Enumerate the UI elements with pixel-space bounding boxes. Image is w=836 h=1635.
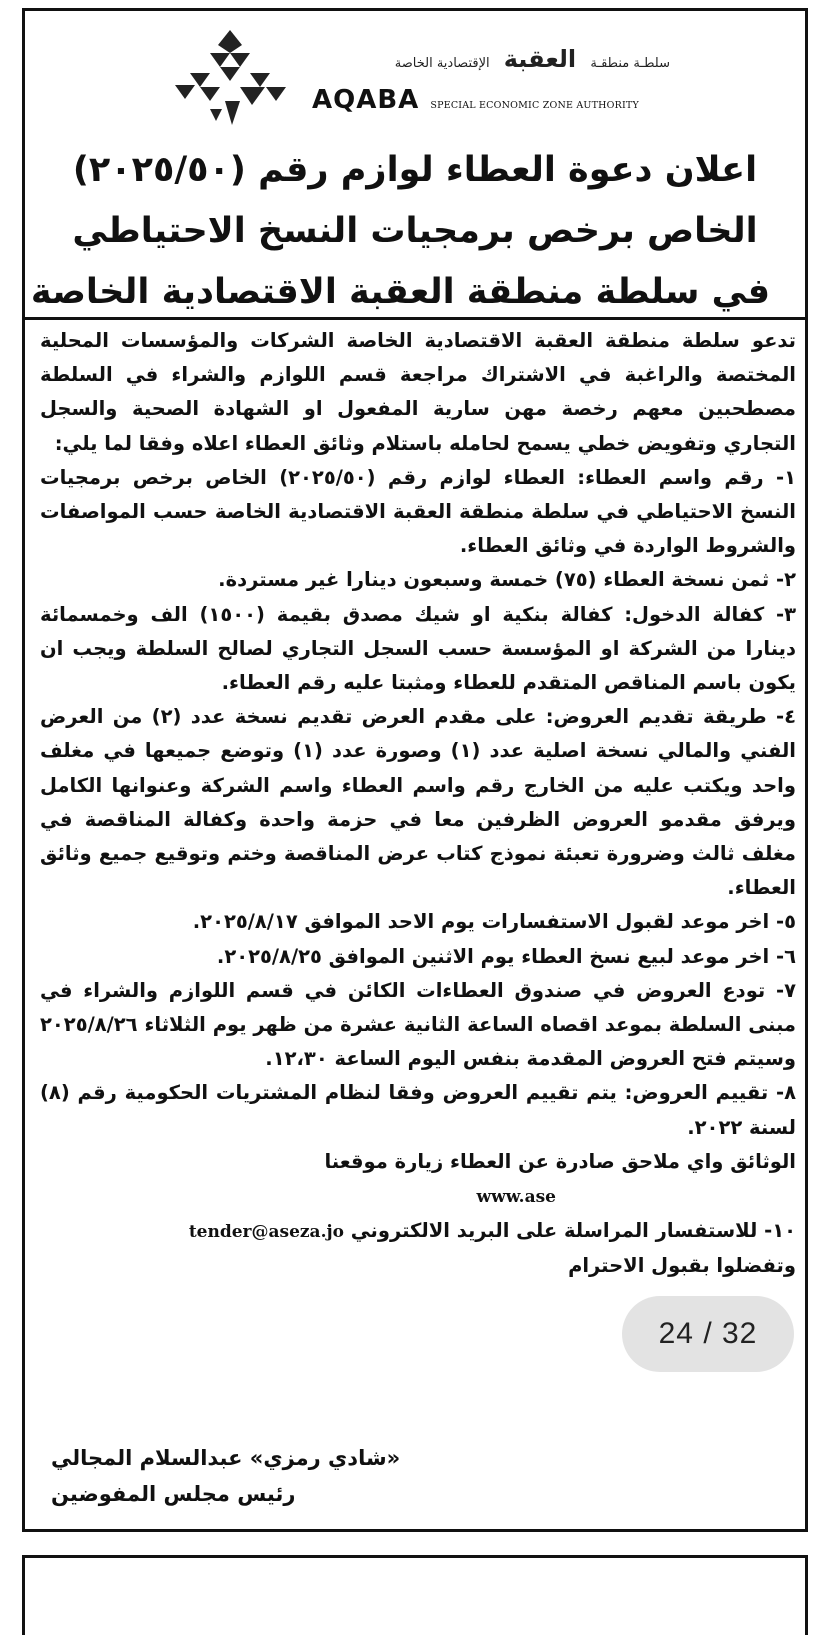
signature-block bbox=[51, 1440, 791, 1512]
item-10 bbox=[40, 1214, 796, 1249]
item-8: ٨- تقييم العروض: يتم تقييم العروض وفقا لنظام المشتريات الحكومية رقم (٨) لسنة ٢٠٢٢. bbox=[40, 1081, 796, 1139]
item-3: ٣- كفالة الدخول: كفالة بنكية او شيك مصدق بقيمة (١٥٠٠) الف وخمسمائة دينارا من الشركة او المؤسسة حسب السجل التجاري لصالح السلطة ويجب ان يكون باسم المناقص المتقدم للعطاء ومثبتا عليه رقم العطاء. bbox=[40, 602, 796, 695]
page-counter-badge: 24 / 32 bbox=[622, 1296, 794, 1372]
logo-ar-right: الإقتصادية الخاصة bbox=[394, 56, 490, 71]
logo-english-text bbox=[300, 85, 670, 119]
closing-line: وتفضلوا بقبول الاحترام bbox=[568, 1254, 796, 1278]
logo-header bbox=[170, 25, 670, 135]
title-divider bbox=[25, 317, 805, 320]
signature-name: «شادي رمزي» عبدالسلام المجالي bbox=[51, 1446, 401, 1470]
logo-ar-left: سلطـة منطقـة bbox=[590, 56, 670, 71]
next-announcement-frame bbox=[22, 1555, 808, 1635]
item-5: ٥- اخر موعد لقبول الاستفسارات يوم الاحد الموافق ٢٠٢٥/٨/١٧. bbox=[192, 910, 796, 934]
announcement-body bbox=[40, 324, 796, 1284]
title-line-2: الخاص برخص برمجيات النسخ الاحتياطي bbox=[72, 211, 758, 251]
announcement-title bbox=[30, 140, 770, 323]
item-1: ١- رقم واسم العطاء: العطاء لوازم رقم (٢٠٢٥/٥٠) الخاص برخص برمجيات النسخ الاحتياطي في سلطة منطقة العقبة الاقتصادية الخاصة حسب المواصفات والشروط الواردة في وثائق العطاء. bbox=[40, 465, 796, 558]
item-2: ٢- ثمن نسخة العطاء (٧٥) خمسة وسبعون دينارا غير مستردة. bbox=[218, 568, 796, 592]
item-10-text: ١٠- للاستفسار المراسلة على البريد الالكتروني bbox=[350, 1219, 796, 1243]
item-10-email[interactable]: tender@aseza.jo bbox=[188, 1222, 344, 1243]
item-9-text: الوثائق واي ملاحق صادرة عن العطاء زيارة موقعنا bbox=[324, 1149, 796, 1173]
item-6: ٦- اخر موعد لبيع نسخ العطاء يوم الاثنين الموافق ٢٠٢٥/٨/٢٥. bbox=[216, 944, 796, 968]
logo-arabic-text bbox=[300, 45, 670, 75]
title-line-3: في سلطة منطقة العقبة الاقتصادية الخاصة bbox=[30, 272, 770, 312]
item-4: ٤- طريقة تقديم العروض: على مقدم العرض تقديم نسخة عدد (٢) من العرض الفني والمالي نسخة اصلية عدد (١) وصورة عدد (١) وتوضع جميعها في مغلف واحد ويكتب عليه من الخارج رقم واسم العطاء واسم الشركة وعنوانها الكامل ويرفق مقدمو العروض الظرفين معا في حزمة واحدة وكفالة المناقصة في مغلف ثالث وضرورة تعبئة نموذج كتاب عرض المناقصة وختم وتوقيع جميع وثائق العطاء. bbox=[40, 705, 796, 900]
item-9-url[interactable]: www.ase bbox=[476, 1187, 556, 1208]
title-line-1: اعلان دعوة العطاء لوازم رقم (٢٠٢٥/٥٠) bbox=[72, 150, 758, 190]
intro-paragraph: تدعو سلطة منطقة العقبة الاقتصادية الخاصة الشركات والمؤسسات المحلية المختصة والراغبة في الاشتراك مراجعة قسم اللوازم والشراء في السلطة مصطحبين معهم رخصة مهن سارية المفعول او الشهادة الصحية والسجل التجاري وتفويض خطي يسمح لحامله باستلام وثائق العطاء اعلاه وفقا لما يلي: bbox=[40, 329, 796, 455]
aqaba-triangle-logo-icon bbox=[170, 25, 290, 135]
item-7: ٧- تودع العروض في صندوق العطاءات الكائن في قسم اللوازم والشراء في مبنى السلطة بموعد اقصاه الساعة الثانية عشرة من ظهر يوم الثلاثاء ٢٠٢٥/٨/٢٦ وسيتم فتح العروض المقدمة بنفس اليوم الساعة ١٢،٣٠. bbox=[40, 978, 796, 1071]
logo-ar-brand: العقبة bbox=[503, 45, 577, 73]
item-9 bbox=[40, 1145, 796, 1214]
logo-en-brand: AQABA bbox=[312, 85, 420, 115]
logo-en-sub: SPECIAL ECONOMIC ZONE AUTHORITY bbox=[430, 100, 639, 111]
signature-role: رئيس مجلس المفوضين bbox=[51, 1482, 296, 1506]
